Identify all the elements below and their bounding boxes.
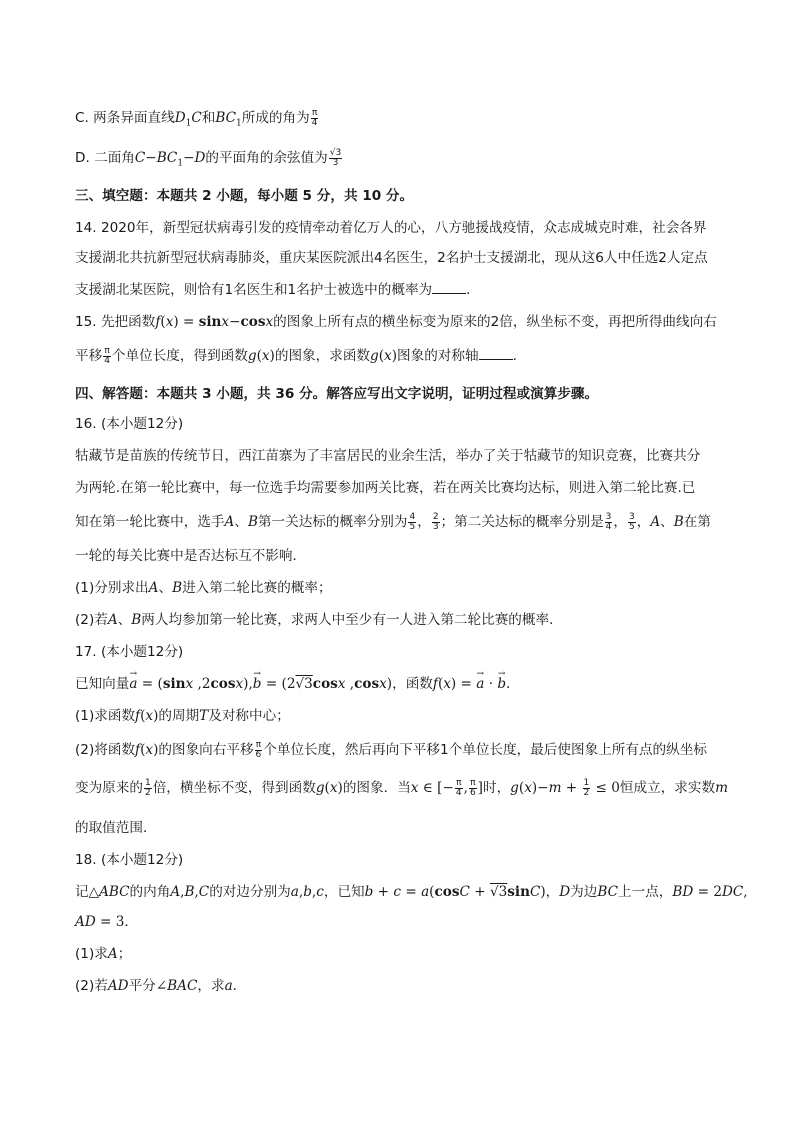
q16-line-3: 知在第一轮比赛中，选手A、B第一关达标的概率分别为 $\frac{4}{5}$ ， $\frac{2}{3}$ ；第二关达标的概率分别是 $\frac{3}{4}$ ， $\frac{3}{5}$ ，A、B在第 xyxy=(75,511,711,532)
q18-title: 18. (本小题12分) xyxy=(75,852,184,868)
q18-part-2: (2)若AD平分∠BAC，求a． xyxy=(75,978,247,994)
q17-part-2-line-1: (2)将函数f(x)的图象向右平移 $\frac{\pi}{6}$ 个单位长度，然后再向下平移1个单位长度，最后使图象上所有点的纵坐标 xyxy=(75,739,707,760)
fraction: $\frac{1}{2}$ xyxy=(583,777,590,798)
fraction: $\frac{1}{2}$ xyxy=(144,777,151,798)
answer-blank[interactable] xyxy=(479,347,513,360)
answer-blank[interactable] xyxy=(432,281,466,294)
fraction: $\frac{2}{3}$ xyxy=(432,511,439,532)
q17-part-2-line-2: 变为原来的 $\frac{1}{2}$ 倍，横坐标不变，得到函数g(x)的图象．当x ∈ [− $\frac{\pi}{4}$ , $\frac{\pi}{6}$ ]时，g(x)−m + $\frac{1}{2}$ ≤ 0恒成立，求实数m xyxy=(75,777,728,798)
q16-part-1: (1)分别求出A、B进入第二轮比赛的概率； xyxy=(75,580,332,596)
q13-option-c: C. 两条异面直线$D_1C$和$BC_1$所成的角为 $\frac{\pi}{4}$ xyxy=(75,107,318,129)
q17-line-1: 已知向量→ a = (sinx ,2cosx),→ b = (2√3cosx ,cosx)，函数f(x) = → a · → b. xyxy=(75,674,725,694)
q14-line-2: 支援湖北共抗新型冠状病毒肺炎，重庆某医院派出4名医生，2名护士支援湖北，现从这6人中任选2人定点 xyxy=(75,250,708,266)
q17-title: 17. (本小题12分) xyxy=(75,644,184,660)
q18-line-2: AD = 3． xyxy=(75,914,138,930)
q18-part-1: (1)求A； xyxy=(75,946,132,962)
fraction: $\frac{\pi}{6}$ xyxy=(469,777,476,798)
fraction: $\frac{3}{5}$ xyxy=(629,511,635,532)
fraction: $\frac{\pi}{4}$ xyxy=(311,107,318,128)
fraction: $\frac{3}{4}$ xyxy=(605,511,612,532)
q16-title: 16. (本小题12分) xyxy=(75,416,184,432)
q14-line-3: 支援湖北某医院，则恰有1名医生和1名护士被选中的概率为 . xyxy=(75,282,471,298)
q15-line-1: 15. 先把函数f(x) = sinx−cosx的图象上所有点的横坐标变为原来的2倍，纵坐标不变，再把所得曲线向右 xyxy=(75,314,717,330)
q18-line-1: 记△ABC的内角A,B,C的对边分别为a,b,c，已知b + c = a(cosC + √3sinC)，D为边BC上一点，BD = 2DC, xyxy=(75,884,748,900)
fraction: $\frac{\pi}{6}$ xyxy=(255,739,262,760)
fraction: $\frac{\pi}{4}$ xyxy=(455,777,462,798)
section-heading-solutions: 四、解答题：本题共 3 小题，共 36 分。解答应写出文字说明，证明过程或演算步骤。 xyxy=(75,386,599,402)
q14-line-1: 14. 2020年，新型冠状病毒引发的疫情牵动着亿万人的心，八方驰援战疫情，众志成城克时难，社会各界 xyxy=(75,220,707,236)
q13-option-d: D. 二面角$C-BC_1-D$的平面角的余弦值为 $\frac{√3}{3}$ xyxy=(75,147,342,169)
q17-part-2-line-3: 的取值范围． xyxy=(75,820,157,836)
fraction: $\frac{\pi}{4}$ xyxy=(104,345,110,366)
q15-line-2: 平移 $\frac{\pi}{4}$ 个单位长度，得到函数g(x)的图象，求函数g(x)图象的对称轴 . xyxy=(75,345,517,366)
fraction: $\frac{4}{5}$ xyxy=(409,511,416,532)
q16-line-4: 一轮的每关比赛中是否达标互不影响． xyxy=(75,548,307,564)
q16-line-1: 牯藏节是苗族的传统节日，西江苗寨为了丰富居民的业余生活，举办了关于牯藏节的知识竞赛，比赛共分 xyxy=(75,448,701,464)
q16-line-2: 为两轮.在第一轮比赛中，每一位选手均需要参加两关比赛，若在两关比赛均达标，则进入第二轮比赛.已 xyxy=(75,480,696,496)
q16-part-2: (2)若A、B两人均参加第一轮比赛，求两人中至少有一人进入第二轮比赛的概率． xyxy=(75,612,563,628)
q17-part-1: (1)求函数f(x)的周期T及对称中心； xyxy=(75,708,290,724)
fraction: $\frac{√3}{3}$ xyxy=(329,147,342,168)
section-heading-fill-in: 三、填空题：本题共 2 小题，每小题 5 分，共 10 分。 xyxy=(75,188,414,204)
